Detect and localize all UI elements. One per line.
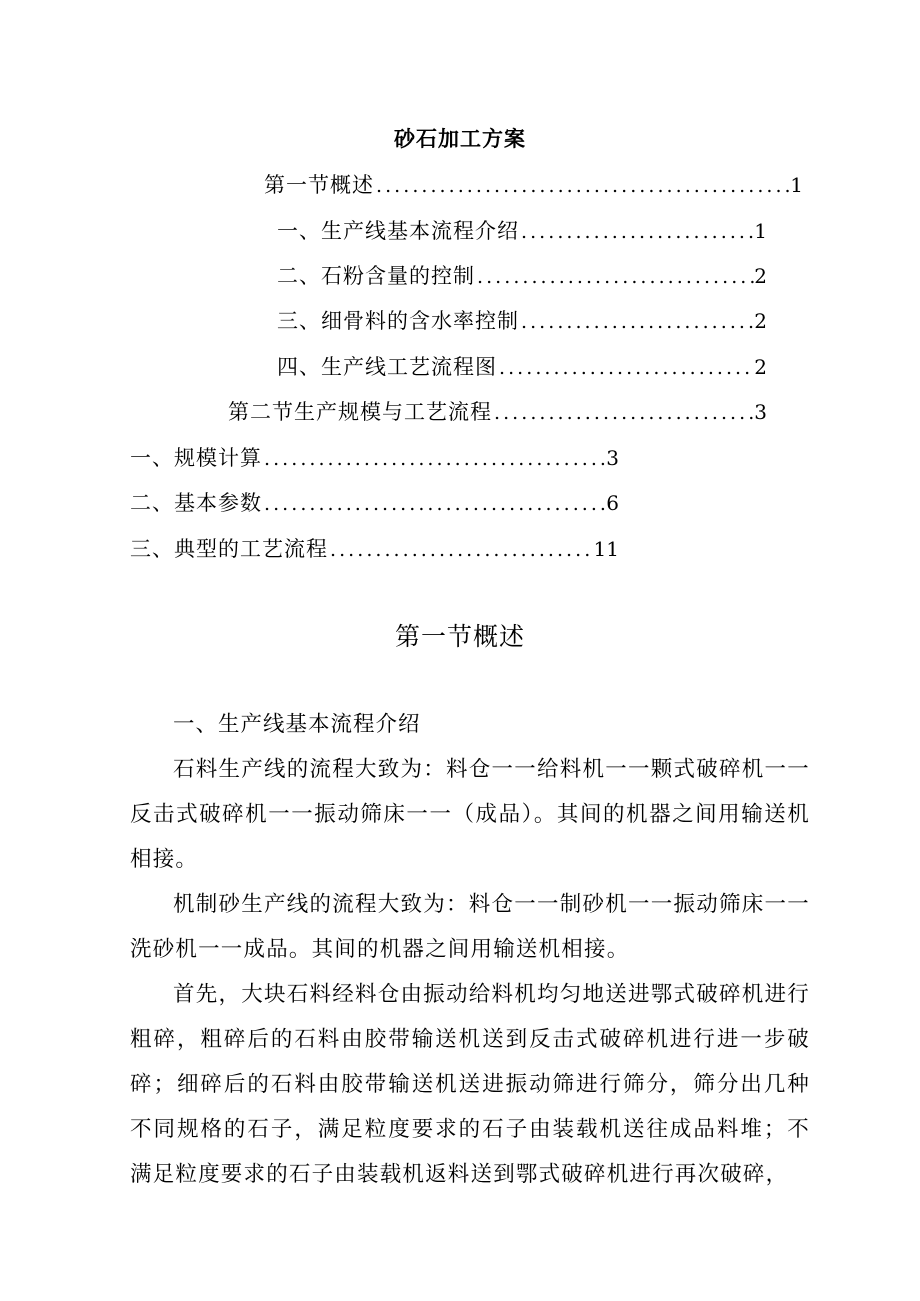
- toc-entry-label: 三、典型的工艺流程: [130, 537, 328, 561]
- toc-entry-label: 第一节概述: [264, 173, 374, 197]
- toc-entry-page: 3: [754, 400, 767, 424]
- toc-entry[interactable]: [277, 261, 767, 291]
- toc-dot-leader: [519, 307, 754, 337]
- toc-entry[interactable]: [277, 216, 767, 246]
- toc-entry-label: 三、细骨料的含水率控制: [277, 309, 519, 333]
- toc-entry[interactable]: [228, 397, 767, 427]
- toc-entry[interactable]: [130, 443, 619, 473]
- toc-entry-page: 2: [754, 355, 767, 379]
- toc-entry-label: 四、生产线工艺流程图: [277, 355, 497, 379]
- toc-entry-label: 第二节生产规模与工艺流程: [228, 400, 492, 424]
- toc-entry-page: 1: [790, 173, 803, 197]
- toc-entry[interactable]: [130, 534, 619, 564]
- toc-dot-leader: [262, 489, 606, 519]
- toc-dot-leader: [519, 217, 754, 247]
- toc-entry[interactable]: [264, 170, 803, 200]
- toc-dot-leader: [262, 444, 606, 474]
- toc-entry-label: 二、基本参数: [130, 491, 262, 515]
- toc-entry-label: 一、规模计算: [130, 446, 262, 470]
- paragraph: 石料生产线的流程大致为：料仓一一给料机一一颗式破碎机一一反击式破碎机一一振动筛床一一（成品）。其间的机器之间用输送机相接。: [130, 757, 810, 872]
- toc-entry-page: 2: [754, 264, 767, 288]
- toc-entry-page: 3: [606, 446, 619, 470]
- toc-entry-label: 一、生产线基本流程介绍: [277, 219, 519, 243]
- document-title: 砂石加工方案: [394, 126, 526, 151]
- toc-entry-page: 2: [754, 309, 767, 333]
- section-body: [130, 702, 810, 1197]
- toc-entry[interactable]: [277, 352, 767, 382]
- toc-entry-page: 11: [593, 537, 619, 561]
- toc-entry-page: 1: [754, 219, 767, 243]
- toc-dot-leader: [492, 398, 754, 428]
- toc-entry-page: 6: [606, 491, 619, 515]
- paragraph: 首先，大块石料经料仓由振动给料机均匀地送进鄂式破碎机进行粗碎，粗碎后的石料由胶带输送机送到反击式破碎机进行进一步破碎；细碎后的石料由胶带输送机送进振动筛进行筛分，筛分出几种不同规格的石子，满足粒度要求的石子由装载机送往成品料堆；不满足粒度要求的石子由装载机返料送到鄂式破碎机进行再次破碎，: [130, 982, 810, 1187]
- toc-entry[interactable]: [130, 488, 619, 518]
- section-heading: 第一节概述: [394, 622, 525, 651]
- toc-dot-leader: [475, 262, 754, 292]
- table-of-contents: [0, 0, 920, 600]
- toc-dot-leader: [374, 171, 790, 201]
- toc-dot-leader: [497, 353, 754, 383]
- sub-heading: 一、生产线基本流程介绍: [173, 712, 421, 737]
- toc-dot-leader: [328, 535, 594, 565]
- toc-entry[interactable]: [277, 306, 767, 336]
- paragraph: 机制砂生产线的流程大致为：料仓一一制砂机一一振动筛床一一洗砂机一一成品。其间的机器之间用输送机相接。: [130, 892, 810, 962]
- toc-entry-label: 二、石粉含量的控制: [277, 264, 475, 288]
